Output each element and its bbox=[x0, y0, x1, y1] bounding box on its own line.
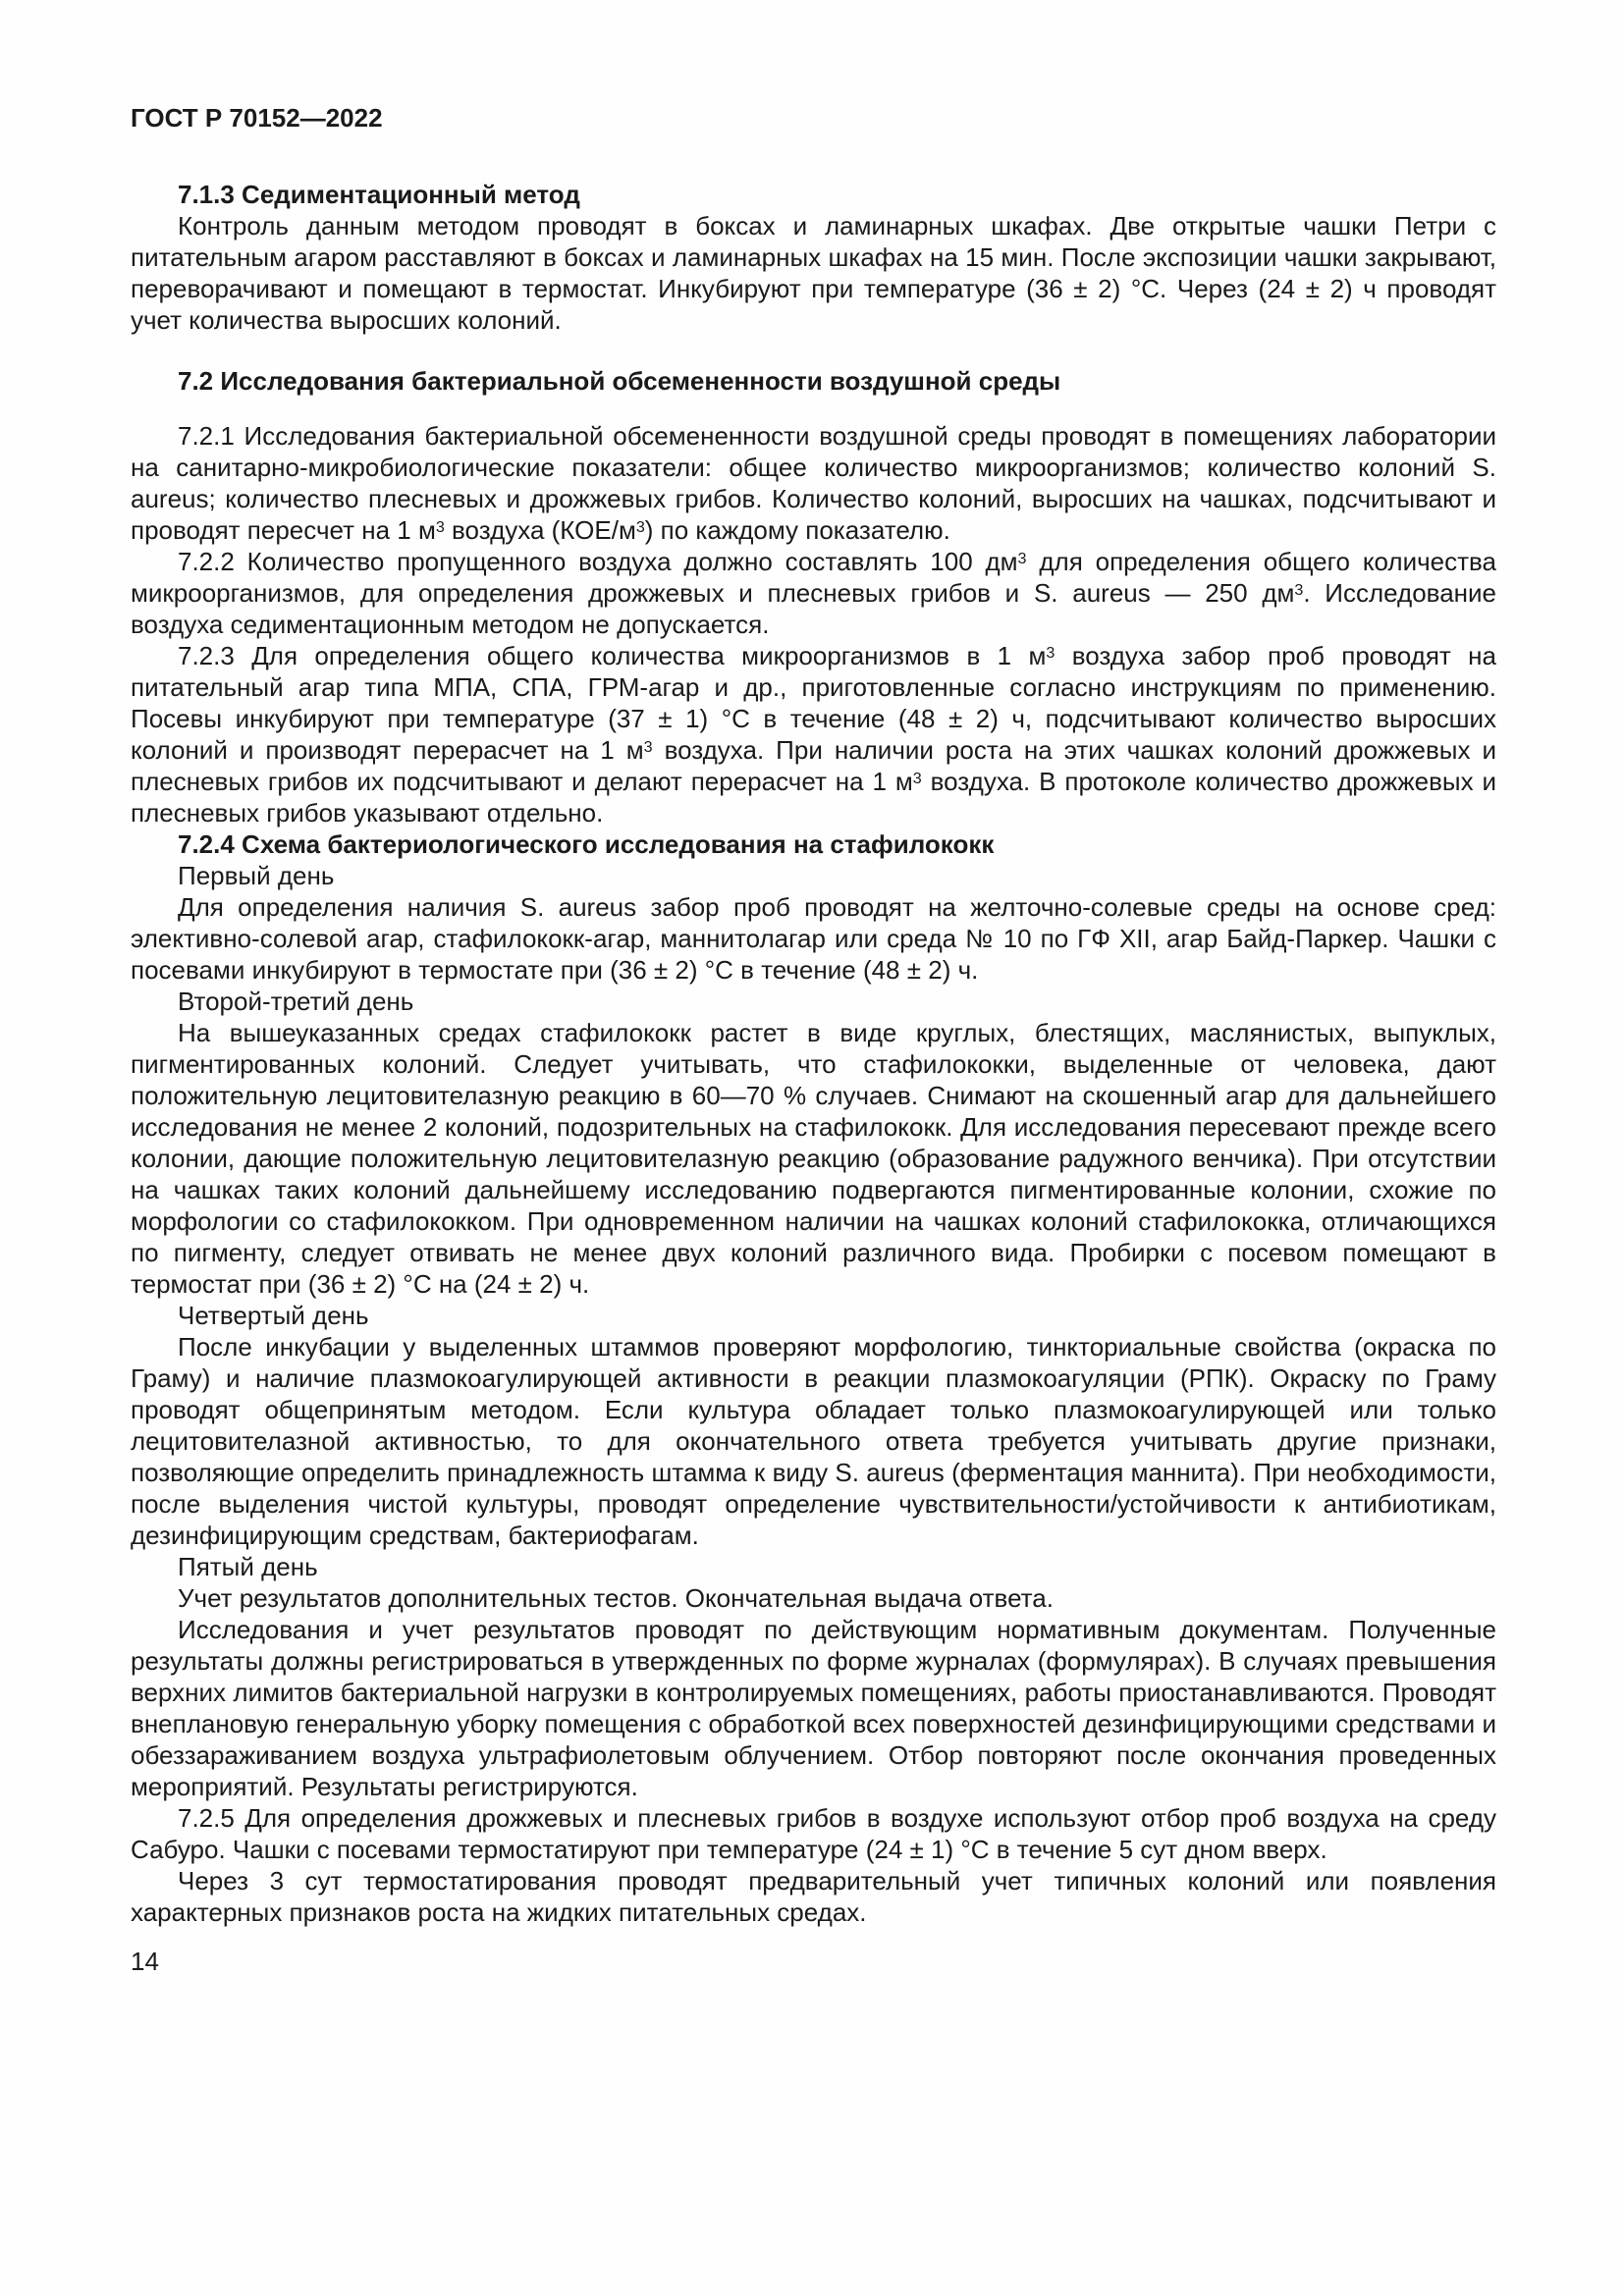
section-7-2-heading: 7.2 Исследования бактериальной обсемененности воздушной среды bbox=[178, 366, 1061, 396]
paragraph: На вышеуказанных средах стафилококк растет в виде круглых, блестящих, маслянистых, выпуклых, пигментированных колоний. Следует учитывать, что стафилококки, выделенные от человека, дают положительную лецитовителазную реакцию в 60—70 % случаев. Снимают на скошенный агар для дальнейшего исследования не менее 2 колоний, подозрительных на стафилококк. Для исследования пересевают прежде всего колонии, дающие положительную лецитовителазную реакцию (образование радужного венчика). При отсутствии на чашках таких колоний дальнейшему исследованию подвергаются пигментированные колонии, схожие по морфологии со стафилококком. При одновременном наличии на чашках колоний стафилококка, отличающихся по пигменту, следует отвивать не менее двух колоний различного вида. Пробирки с посевом помещают в термостат при (36 ± 2) °C на (24 ± 2) ч. bbox=[131, 1018, 1496, 1299]
day-label: Четвертый день bbox=[178, 1301, 369, 1330]
day-label: Пятый день bbox=[178, 1552, 318, 1581]
section-7-2-4-heading: 7.2.4 Схема бактериологического исследования на стафилококк bbox=[178, 829, 995, 859]
paragraph: Исследования и учет результатов проводят по действующим нормативным документам. Полученные результаты должны регистрироваться в утвержденных по форме журналах (формулярах). В случаях превышения верхних лимитов бактериальной нагрузки в контролируемых помещениях, работы приостанавливаются. Проводят внеплановую генеральную уборку помещения с обработкой всех поверхностей дезинфицирующими средствами и обеззараживанием воздуха ультрафиолетовым облучением. Отбор повторяют после окончания проведенных мероприятий. Результаты регистрируются. bbox=[131, 1615, 1496, 1801]
day-label: Первый день bbox=[178, 861, 335, 890]
paragraph: Учет результатов дополнительных тестов. Окончательная выдача ответа. bbox=[178, 1583, 1054, 1613]
section-7-1-3-heading: 7.1.3 Седиментационный метод bbox=[178, 180, 580, 209]
standard-number: ГОСТ Р 70152—2022 bbox=[131, 103, 383, 133]
paragraph: 7.2.1 Исследования бактериальной обсемененности воздушной среды проводят в помещениях лаборатории на санитарно-микробиологические показатели: общее количество микроорганизмов; количество колоний S. aureus; количество плесневых и дрожжевых грибов. Количество колоний, выросших на чашках, подсчитывают и проводят пересчет на 1 $м^3$ воздуха $(КОЕ/м^3)$ по каждому показателю. bbox=[131, 421, 1496, 545]
paragraph: Для определения наличия S. aureus забор проб проводят на желточно-солевые среды на основе сред: элективно-солевой агар, стафилококк-агар, маннитолагар или среда № 10 по ГФ XII, агар Байд-Паркер. Чашки с посевами инкубируют в термостате при (36 ± 2) °C в течение (48 ± 2) ч. bbox=[131, 892, 1496, 985]
paragraph: 7.2.5 Для определения дрожжевых и плесневых грибов в воздухе используют отбор проб воздуха на среду Сабуро. Чашки с посевами термостатируют при температуре (24 ± 1) °C в течение 5 сут дном вверх. bbox=[131, 1803, 1496, 1864]
day-label: Второй-третий день bbox=[178, 987, 414, 1016]
page-footer bbox=[131, 1946, 1496, 1977]
document-body bbox=[131, 179, 1496, 1928]
paragraph: Контроль данным методом проводят в боксах и ламинарных шкафах. Две открытые чашки Петри с питательным агаром расставляют в боксах и ламинарных шкафах на 15 мин. После экспозиции чашки закрывают, переворачивают и помещают в термостат. Инкубируют при температуре (36 ± 2) °C. Через (24 ± 2) ч проводят учет количества выросших колоний. bbox=[131, 211, 1496, 335]
paragraph: После инкубации у выделенных штаммов проверяют морфологию, тинкториальные свойства (окраска по Граму) и наличие плазмокоагулирующей активности в реакции плазмокоагуляции (РПК). Окраску по Граму проводят общепринятым методом. Если культура обладает только плазмокоагулирующей или только лецитовителазной активностью, то для окончательного ответа требуется учитывать другие признаки, позволяющие определить принадлежность штамма к виду S. aureus (ферментация маннита). При необходимости, после выделения чистой культуры, проводят определение чувствительности/устойчивости к антибиотикам, дезинфицирующим средствам, бактериофагам. bbox=[131, 1332, 1496, 1550]
page-number: 14 bbox=[131, 1947, 159, 1976]
paragraph: 7.2.3 Для определения общего количества микроорганизмов в 1 $м^3$ воздуха забор проб проводят на питательный агар типа МПА, СПА, ГРМ-агар и др., приготовленные согласно инструкциям по применению. Посевы инкубируют при температуре (37 ± 1) °C в течение (48 ± 2) ч, подсчитывают количество выросших колоний и производят перерасчет на 1 $м^3$ воздуха. При наличии роста на этих чашках колоний дрожжевых и плесневых грибов их подсчитывают и делают перерасчет на 1 $м^3$ воздуха. В протоколе количество дрожжевых и плесневых грибов указывают отдельно. bbox=[131, 641, 1496, 828]
paragraph: 7.2.2 Количество пропущенного воздуха должно составлять 100 $дм^3$ для определения общего количества микроорганизмов, для определения дрожжевых и плесневых грибов и S. aureus — 250 $дм^3$. Исследование воздуха седиментационным методом не допускается. bbox=[131, 547, 1497, 639]
document-header bbox=[131, 102, 1496, 133]
paragraph: Через 3 сут термостатирования проводят предварительный учет типичных колоний или появления характерных признаков роста на жидких питательных средах. bbox=[131, 1866, 1496, 1927]
